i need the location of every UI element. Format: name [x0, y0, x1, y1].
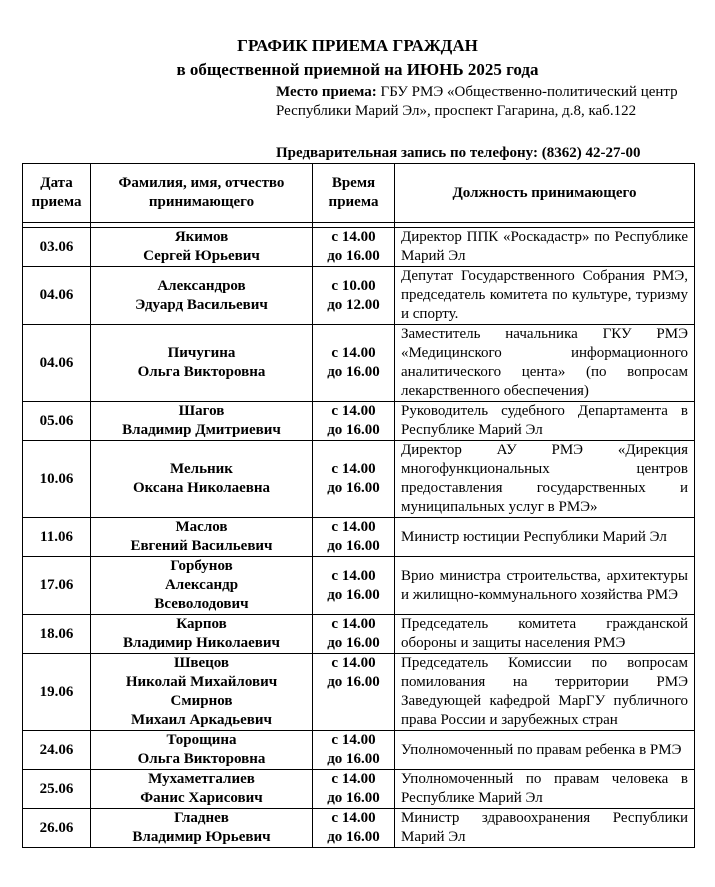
table-row	[23, 654, 695, 731]
name-line: Мухаметгалиев	[148, 771, 255, 787]
table-row	[23, 731, 695, 770]
time-cell	[313, 731, 395, 770]
header-date: Дата приема	[23, 164, 91, 223]
time-line: до 16.00	[327, 751, 380, 767]
time-cell	[313, 267, 395, 325]
position-cell: Директор АУ РМЭ «Дирекция многофункциональных центров предоставления государственных и муниципальных услуг в РМЭ»	[395, 441, 695, 518]
time-cell	[313, 518, 395, 557]
time-line: с 14.00	[331, 810, 376, 826]
table-row	[23, 441, 695, 518]
name-line: Шагов	[178, 403, 225, 419]
time-line: до 16.00	[327, 538, 380, 554]
name-line: Ольга Викторовна	[137, 751, 266, 767]
time-line: до 16.00	[327, 248, 380, 264]
time-line: с 14.00	[331, 567, 376, 584]
time-line: с 10.00	[331, 277, 376, 294]
page-subtitle: в общественной приемной на ИЮНЬ 2025 года	[176, 60, 539, 79]
time-line: с 14.00	[331, 732, 376, 748]
time-line: до 12.00	[327, 296, 380, 313]
time-line: с 14.00	[331, 771, 376, 787]
date-cell: 04.06	[23, 325, 91, 402]
name-cell	[91, 654, 313, 731]
time-cell	[313, 654, 395, 731]
page-title: ГРАФИК ПРИЕМА ГРАЖДАН	[237, 36, 478, 55]
position-cell: Министр юстиции Республики Марий Эл	[395, 518, 695, 557]
time-line: до 16.00	[327, 480, 380, 496]
date-cell: 19.06	[23, 654, 91, 731]
phone-info: Предварительная запись по телефону: (8362) 42-27-00	[276, 145, 641, 161]
name-line: Пичугина	[167, 345, 236, 361]
date-cell: 11.06	[23, 518, 91, 557]
name-line: Мельник	[170, 461, 233, 477]
time-line: с 14.00	[331, 519, 376, 535]
table-row	[23, 557, 695, 615]
name-line: Александр	[164, 577, 239, 593]
position-cell: Заместитель начальника ГКУ РМЭ «Медицинского информационного аналитического цента» (по вопросам лекарственного обеспечения)	[395, 325, 695, 402]
position-cell: Врио министра строительства, архитектуры и жилищно-коммунального хозяйства РМЭ	[395, 557, 695, 615]
time-cell	[313, 557, 395, 615]
name-line: Фанис Харисович	[140, 790, 263, 806]
time-cell	[313, 228, 395, 267]
name-line: Владимир Юрьевич	[132, 829, 271, 845]
time-cell	[313, 615, 395, 654]
name-cell	[91, 518, 313, 557]
table-row	[23, 770, 695, 809]
name-cell	[91, 267, 313, 325]
name-line: Маслов	[175, 519, 228, 535]
position-cell: Министр здравоохранения Республики Марий Эл	[395, 809, 695, 848]
position-cell: Уполномоченный по правам человека в Республике Марий Эл	[395, 770, 695, 809]
time-line: с 14.00	[331, 461, 376, 477]
schedule-rows	[23, 223, 695, 848]
name-line: Смирнов	[170, 693, 233, 709]
name-line: Торощина	[166, 732, 237, 748]
name-line: Якимов	[174, 229, 229, 245]
time-line: с 14.00	[331, 403, 376, 419]
date-cell: 25.06	[23, 770, 91, 809]
name-line: Владимир Николаевич	[123, 635, 280, 651]
time-line: до 16.00	[327, 829, 380, 845]
table-row	[23, 615, 695, 654]
header-name: Фамилия, имя, отчество принимающего	[91, 164, 313, 223]
time-line: до 16.00	[327, 674, 380, 690]
name-line: Всеволодович	[154, 596, 249, 612]
table-row	[23, 809, 695, 848]
time-line: с 14.00	[331, 616, 376, 632]
table-row	[23, 267, 695, 325]
position-cell: Председатель комитета гражданской обороны и защиты населения РМЭ	[395, 615, 695, 654]
date-cell: 18.06	[23, 615, 91, 654]
name-line: Гладнев	[174, 810, 229, 826]
date-cell: 04.06	[23, 267, 91, 325]
time-line: с 14.00	[331, 345, 376, 361]
name-cell	[91, 731, 313, 770]
schedule-table	[22, 163, 695, 848]
name-line: Карпов	[176, 616, 227, 632]
time-cell	[313, 770, 395, 809]
date-cell: 03.06	[23, 228, 91, 267]
time-line: с 14.00	[331, 655, 376, 671]
name-line: Евгений Васильевич	[130, 538, 273, 554]
date-cell: 26.06	[23, 809, 91, 848]
name-cell	[91, 557, 313, 615]
name-line: Оксана Николаевна	[132, 480, 271, 496]
name-cell	[91, 615, 313, 654]
header-time: Время приема	[313, 164, 395, 223]
time-line: до 16.00	[327, 790, 380, 806]
name-cell	[91, 441, 313, 518]
time-cell	[313, 809, 395, 848]
table-row	[23, 518, 695, 557]
date-cell: 24.06	[23, 731, 91, 770]
date-cell: 17.06	[23, 557, 91, 615]
date-cell: 05.06	[23, 402, 91, 441]
name-cell	[91, 325, 313, 402]
time-line: до 16.00	[327, 635, 380, 651]
position-cell: Уполномоченный по правам ребенка в РМЭ	[395, 731, 695, 770]
time-line: с 14.00	[331, 229, 376, 245]
time-line: до 16.00	[327, 586, 380, 603]
name-cell	[91, 228, 313, 267]
time-line: до 16.00	[327, 422, 380, 438]
table-row	[23, 325, 695, 402]
table-row	[23, 228, 695, 267]
time-line: до 16.00	[327, 364, 380, 380]
name-line: Ольга Викторовна	[137, 364, 266, 380]
time-cell	[313, 325, 395, 402]
name-line: Швецов	[173, 655, 230, 671]
name-cell	[91, 770, 313, 809]
name-line: Александров	[157, 277, 246, 294]
position-cell: Руководитель судебного Департамента в Республике Марий Эл	[395, 402, 695, 441]
position-cell: Директор ППК «Роскадастр» по Республике Марий Эл	[395, 228, 695, 267]
header-position: Должность принимающего	[395, 164, 695, 223]
name-line: Владимир Дмитриевич	[122, 422, 281, 438]
place-text: ГБУ РМЭ «Общественно-политический центр Республики Марий Эл», проспект Гагарина, д.8, каб.122	[276, 84, 678, 119]
place-label: Место приема:	[276, 84, 377, 100]
table-row	[23, 402, 695, 441]
name-line: Николай Михайлович	[125, 674, 278, 690]
name-line: Сергей Юрьевич	[143, 248, 260, 264]
time-cell	[313, 402, 395, 441]
name-line: Михаил Аркадьевич	[131, 712, 272, 728]
name-line: Горбунов	[170, 558, 233, 574]
position-cell: Депутат Государственного Собрания РМЭ, председатель комитета по культуре, туризму и спорту.	[395, 267, 695, 325]
time-cell	[313, 441, 395, 518]
name-cell	[91, 402, 313, 441]
name-line: Эдуард Васильевич	[135, 296, 268, 313]
name-cell	[91, 809, 313, 848]
date-cell: 10.06	[23, 441, 91, 518]
place-info	[276, 83, 696, 121]
position-cell: Председатель Комиссии по вопросам помилования на территории РМЭ Заведующей кафедрой МарГУ публичного права России и зарубежных стран	[395, 654, 695, 731]
